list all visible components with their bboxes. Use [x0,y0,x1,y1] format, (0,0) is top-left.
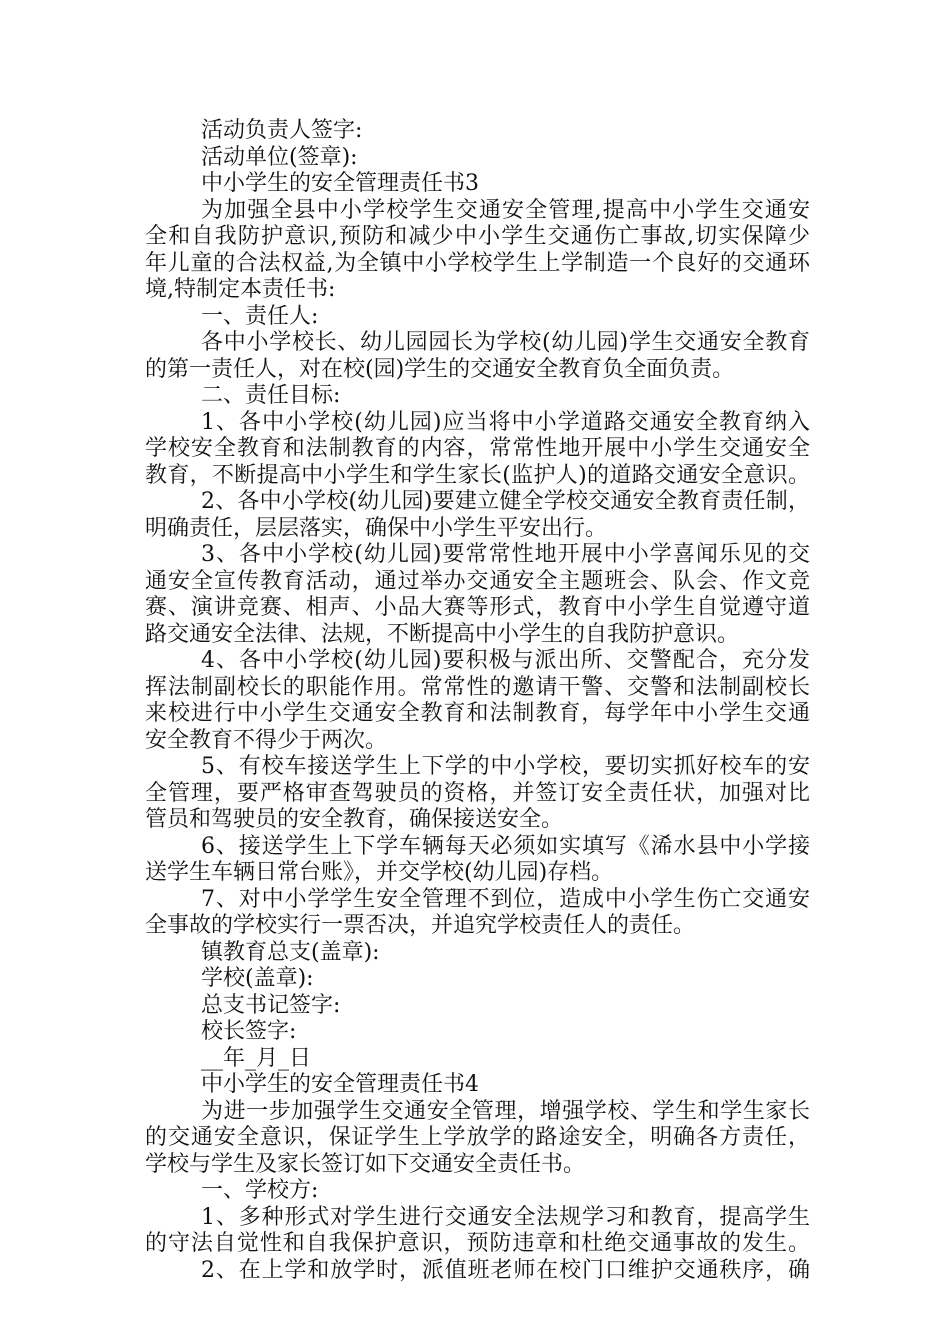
text-line: 管员和驾驶员的安全教育，确保接送安全。 [145,807,564,832]
text-line: 一、学校方: [201,1178,319,1203]
text-line: 2、在上学和放学时，派值班老师在校门口维护交通秩序，确 [201,1257,810,1283]
text-line: 挥法制副校长的职能作用。常常性的邀请干警、交警和法制副校长 [145,674,810,700]
text-line: 一、责任人: [201,303,319,329]
text-line: 全事故的学校实行一票否决，并追究学校责任人的责任。 [145,913,696,938]
text-line: 2、各中小学校(幼儿园)要建立健全学校交通安全教育责任制， [201,489,810,514]
text-line: 安全教育不得少于两次。 [145,727,388,753]
text-line: 3、各中小学校(幼儿园)要常常性地开展中小学喜闻乐见的交 [201,542,810,567]
text-line: 送学生车辆日常台账》，并交学校(幼儿园)存档。 [145,860,614,885]
text-line: 路交通安全法律、法规，不断提高中小学生的自我防护意识。 [145,621,740,647]
text-line: 学校安全教育和法制教育的内容，常常性地开展中小学生交通安全 [145,436,810,461]
text-line: 中小学生的安全管理责任书4 [201,1072,479,1097]
text-line: 通安全宣传教育活动，通过举办交通安全主题班会、队会、作文竞 [145,568,810,594]
text-line: 年儿童的合法权益,为全镇中小学校学生上学制造一个良好的交通环 [145,250,810,276]
text-line: 的交通安全意识，保证学生上学放学的路途安全，明确各方责任， [145,1125,810,1150]
text-line: 校长签字: [201,1019,297,1044]
text-line: 镇教育总支(盖章): [201,939,380,965]
text-line: 的第一责任人，对在校(园)学生的交通安全教育负全面负责。 [145,356,735,382]
text-line: 1、多种形式对学生进行交通安全法规学习和教育，提高学生 [201,1204,810,1230]
text-line: 各中小学校长、幼儿园园长为学校(幼儿园)学生交通安全教育 [201,330,810,355]
text-line: 总支书记签字: [201,992,341,1018]
text-line: 境,特制定本责任书: [145,277,336,302]
text-line: 的守法自觉性和自我保护意识，预防违章和杜绝交通事故的发生。 [145,1231,810,1256]
text-line: 5、有校车接送学生上下学的中小学校，要切实抓好校车的安 [201,754,810,779]
text-line: 为加强全县中小学校学生交通安全管理,提高中小学生交通安 [201,197,810,223]
text-line: 教育，不断提高中小学生和学生家长(监护人)的道路交通安全意识。 [145,462,810,488]
text-line: 4、各中小学校(幼儿园)要积极与派出所、交警配合，充分发 [201,648,810,673]
text-line: 来校进行中小学生交通安全教育和法制教育，每学年中小学生交通 [145,701,810,726]
text-line: 7、对中小学学生安全管理不到位，造成中小学生伤亡交通安 [201,886,810,912]
text-line: 活动单位(签章): [201,144,358,170]
text-line: 为进一步加强学生交通安全管理，增强学校、学生和学生家长 [201,1098,810,1124]
document-page [145,118,810,1284]
text-line: 学校(盖章): [201,966,314,991]
text-line: 全管理，要严格审查驾驶员的资格，并签订安全责任状，加强对比 [145,780,810,806]
text-line: 明确责任，层层落实，确保中小学生平安出行。 [145,515,608,541]
text-line: 6、接送学生上下学车辆每天必须如实填写《浠水县中小学接 [201,833,810,859]
text-line: 1、各中小学校(幼儿园)应当将中小学道路交通安全教育纳入 [201,409,810,435]
text-line: 中小学生的安全管理责任书3 [201,171,479,196]
text-line: 活动负责人签字: [201,118,363,143]
text-line: 学校与学生及家长签订如下交通安全责任书。 [145,1151,586,1177]
text-line: 全和自我防护意识,预防和减少中小学生交通伤亡事故,切实保障少 [145,224,810,249]
text-line: __年_月_日 [201,1045,312,1071]
text-line: 二、责任目标: [201,383,341,408]
text-line: 赛、演讲竞赛、相声、小品大赛等形式，教育中小学生自觉遵守道 [145,595,810,620]
